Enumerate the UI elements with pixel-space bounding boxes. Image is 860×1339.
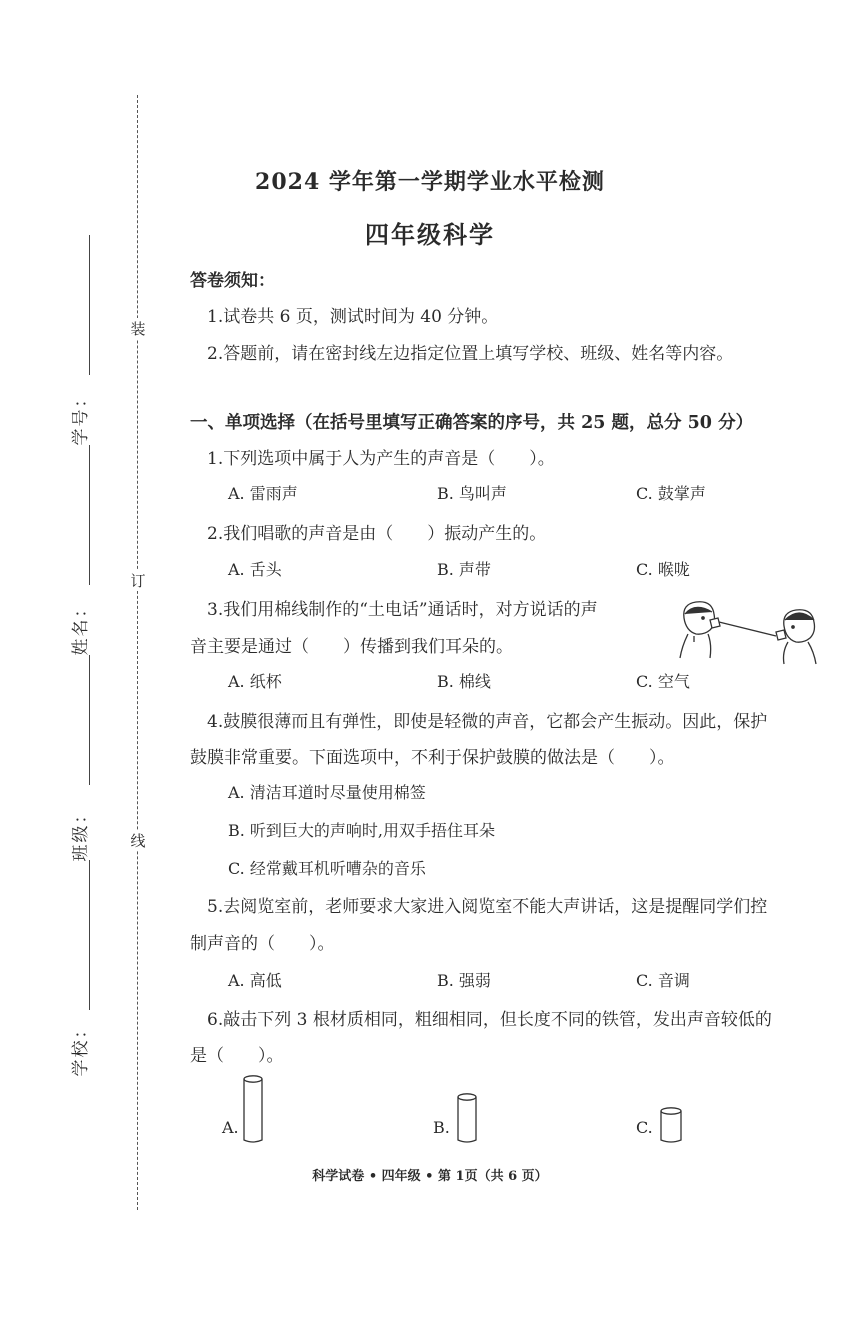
class-label: 班级： [71,804,91,862]
notice-item-2: 2.答题前，请在密封线左边指定位置上填写学校、班级、姓名等内容。 [207,344,734,364]
name-line-upper [89,445,90,585]
q2-option-b: B. 声带 [437,560,491,579]
q6-pipe-long [241,1074,265,1146]
question-6-line-1: 6.敲击下列 3 根材质相同，粗细相同，但长度不同的铁管，发出声音较低的 [207,1010,772,1030]
question-2: 2.我们唱歌的声音是由（ ）振动产生的。 [207,524,547,544]
student-no-line [89,235,90,375]
question-4-line-1: 4.鼓膜很薄而且有弹性，即使是轻微的声音，它都会产生振动。因此，保护 [207,712,768,732]
question-5-line-2: 制声音的（ ）。 [190,934,335,954]
question-3-line-1: 3.我们用棉线制作的“土电话”通话时，对方说话的声 [207,600,598,620]
q1-option-b: B. 鸟叫声 [437,484,507,503]
exam-subtitle: 四年级科学 [365,220,495,249]
q2-option-c: C. 喉咙 [636,560,690,579]
name-label: 姓名： [71,598,91,656]
question-1: 1.下列选项中属于人为产生的声音是（ ）。 [207,449,555,469]
seal-char-1: 装 [128,318,148,339]
q6-pipe-medium [455,1092,479,1146]
string-telephone-illustration [672,596,822,668]
exam-title: 2024 学年第一学期学业水平检测 [255,169,605,195]
q6-option-a: A. [222,1118,239,1137]
school-label: 学校： [71,1019,91,1077]
binding-dashed-line [137,95,138,1210]
school-field [58,1019,98,1077]
q4-option-c: C. 经常戴耳机听嘈杂的音乐 [228,859,426,878]
notice-heading: 答卷须知： [190,271,275,291]
seal-char-3: 线 [128,830,148,851]
q1-option-c: C. 鼓掌声 [636,484,706,503]
question-5-line-1: 5.去阅览室前，老师要求大家进入阅览室不能大声讲话，这是提醒同学们控 [207,897,768,917]
page-footer: 科学试卷 • 四年级 • 第 1页（共 6 页） [312,1169,548,1184]
q6-option-b: B. [433,1118,450,1137]
q2-option-a: A. 舌头 [228,560,282,579]
q5-option-c: C. 音调 [636,971,690,990]
student-no-label: 学号： [71,388,91,446]
q6-option-c: C. [636,1118,653,1137]
q3-option-a: A. 纸杯 [228,672,282,691]
name-line-lower [89,655,90,785]
class-line [89,860,90,1010]
q6-pipe-short [658,1106,684,1146]
question-3-line-2: 音主要是通过（ ）传播到我们耳朵的。 [190,637,513,657]
q3-option-c: C. 空气 [636,672,690,691]
question-6-line-2: 是（ ）。 [190,1046,284,1066]
q4-option-a: A. 清洁耳道时尽量使用棉签 [228,783,426,802]
q1-option-a: A. 雷雨声 [228,484,298,503]
notice-item-1: 1.试卷共 6 页，测试时间为 40 分钟。 [207,307,499,327]
section-heading: 一、单项选择（在括号里填写正确答案的序号，共 25 题，总分 50 分） [190,413,754,433]
question-4-line-2: 鼓膜非常重要。下面选项中，不利于保护鼓膜的做法是（ ）。 [190,748,675,768]
q4-option-b: B. 听到巨大的声响时,用双手捂住耳朵 [228,821,496,840]
name-field [58,598,98,656]
class-field [58,804,98,862]
student-no-field [58,388,98,446]
q3-option-b: B. 棉线 [437,672,491,691]
seal-char-2: 订 [128,570,148,591]
q5-option-b: B. 强弱 [437,971,491,990]
q5-option-a: A. 高低 [228,971,282,990]
